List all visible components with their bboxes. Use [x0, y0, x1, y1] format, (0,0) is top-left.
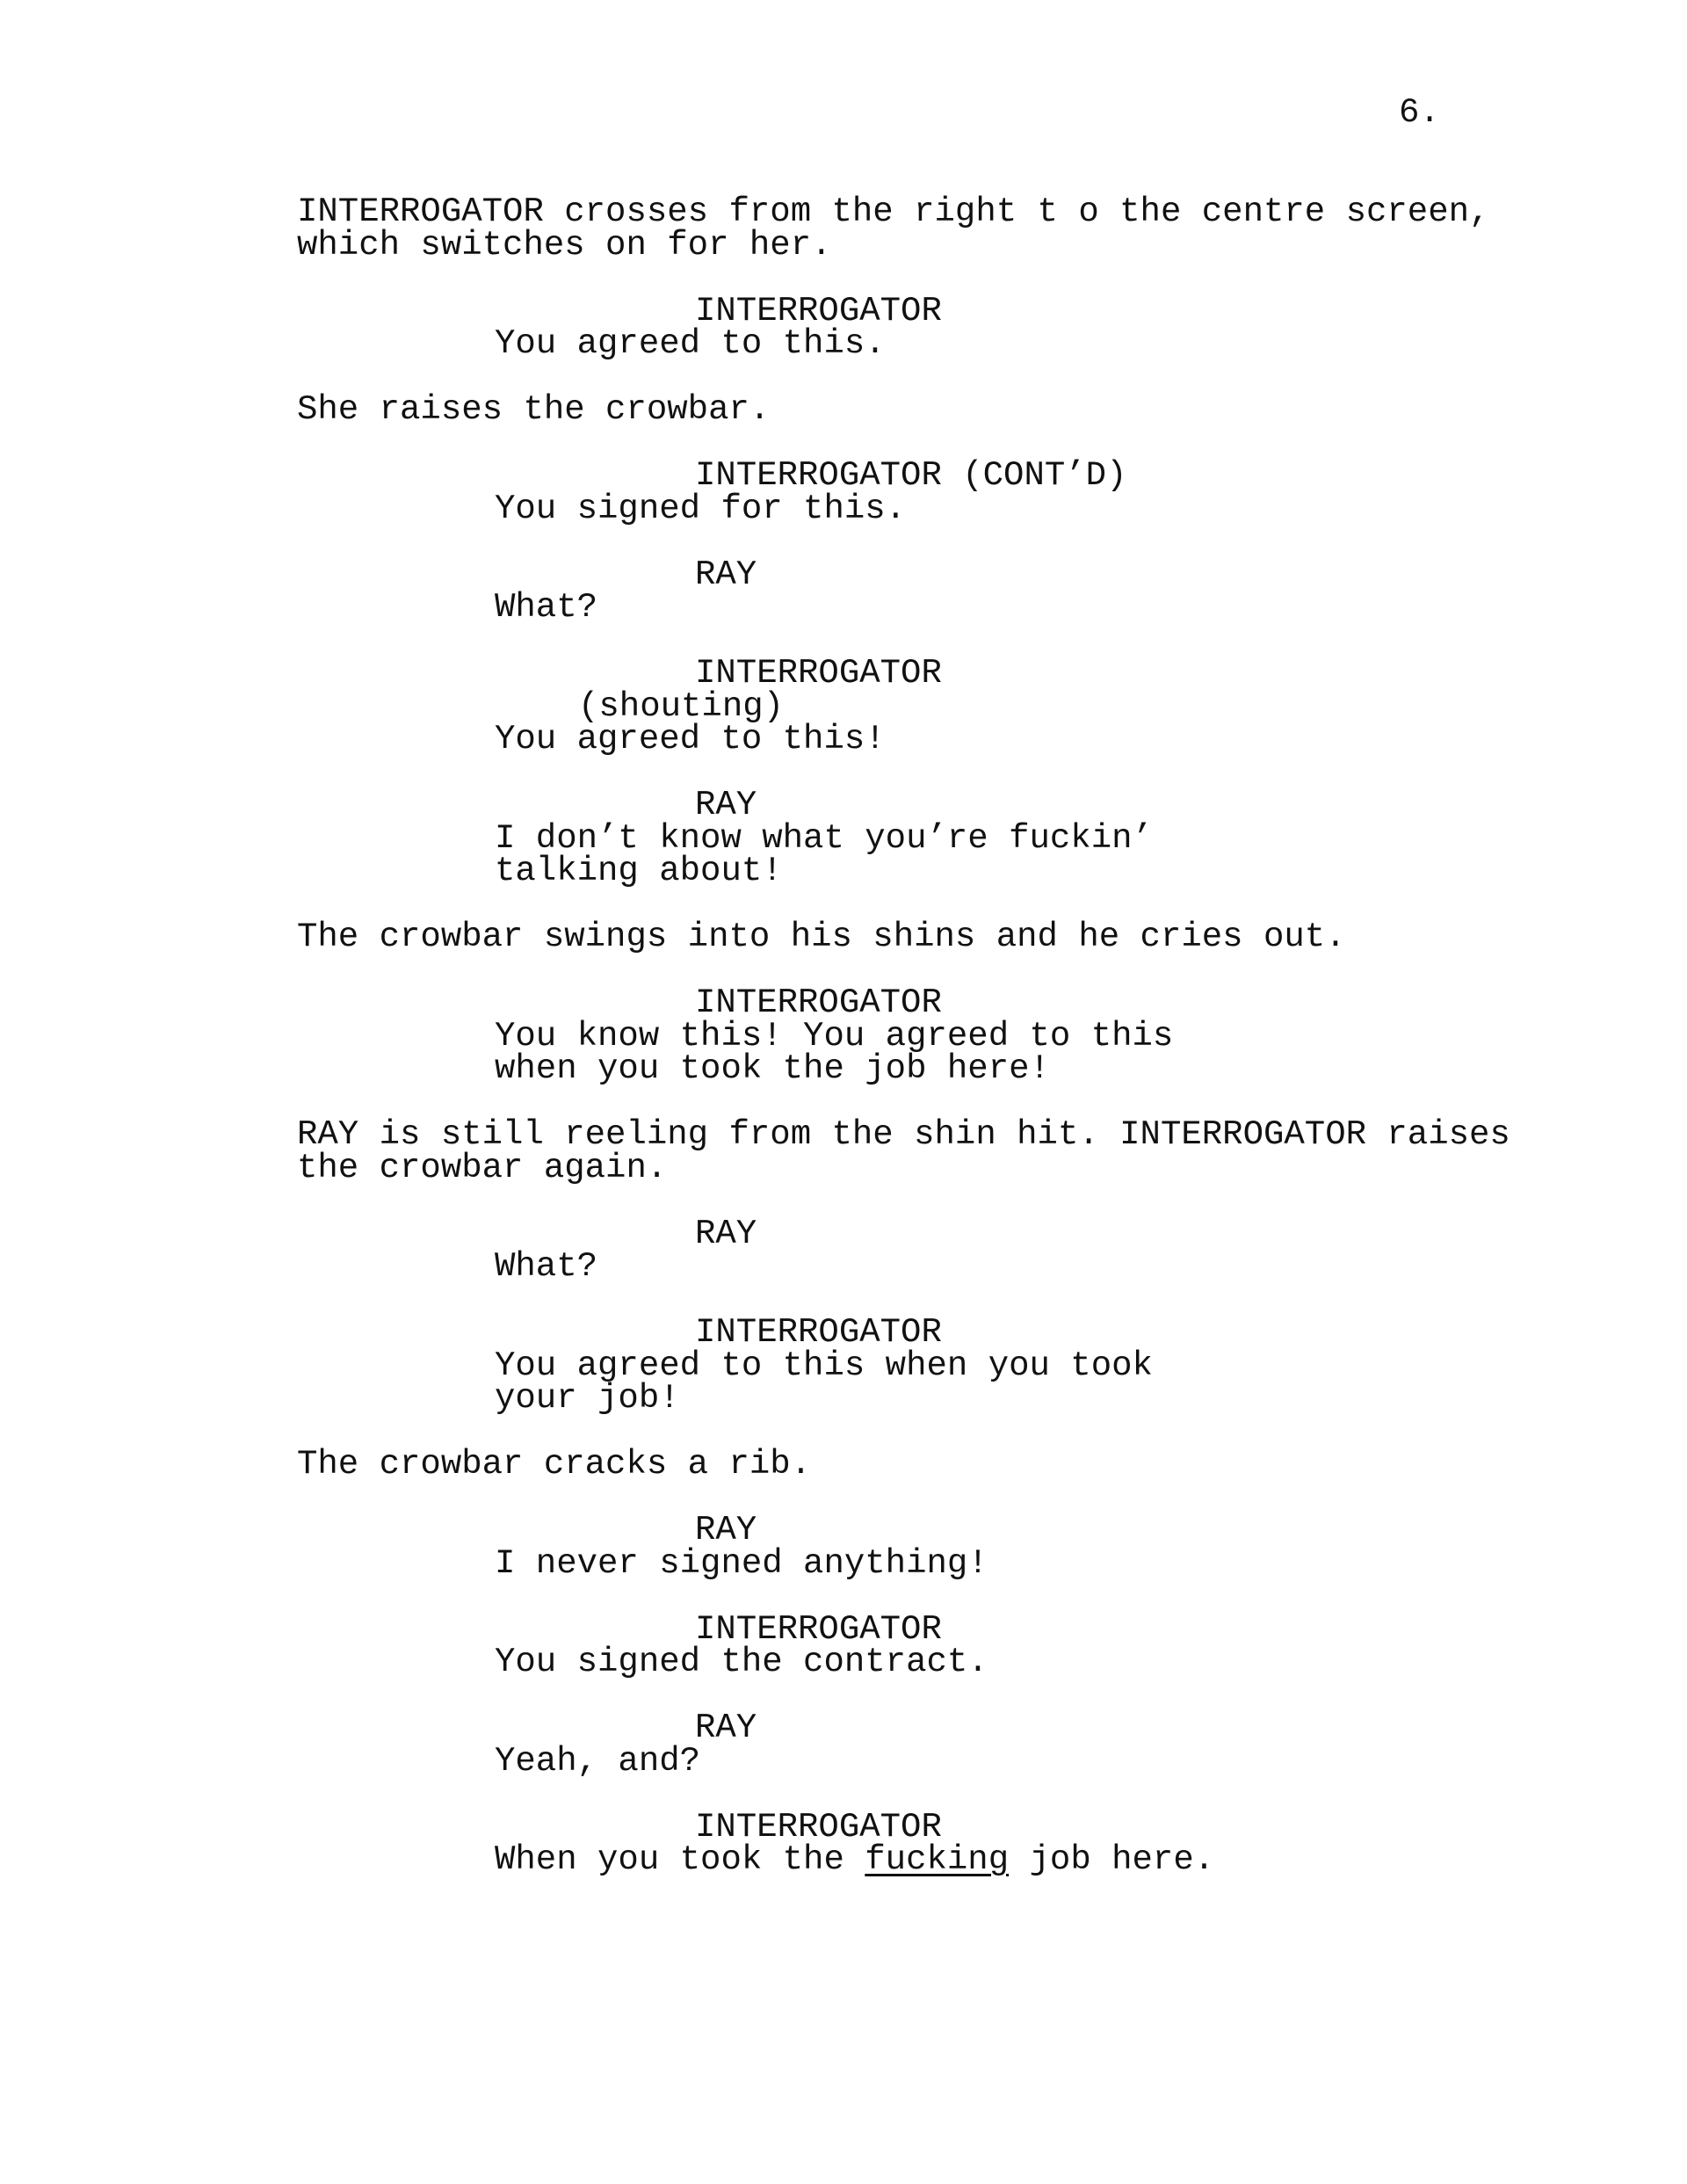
dialogue-line: What?	[495, 588, 598, 627]
dialogue-line: You signed for this.	[495, 489, 907, 528]
character-cue: INTERROGATOR	[695, 983, 942, 1022]
action-line: The crowbar cracks a rib.	[297, 1445, 812, 1484]
character-cue: INTERROGATOR	[695, 291, 942, 330]
action-line: which switches on for her.	[297, 225, 832, 265]
dialogue-line: You signed the contract.	[495, 1643, 988, 1681]
character-cue: INTERROGATOR (CONT’D)	[695, 456, 1127, 495]
action-line: the crowbar again.	[297, 1148, 668, 1187]
action-line: INTERROGATOR crosses from the right t o the centre screen,	[297, 192, 1490, 231]
character-cue: RAY	[695, 1214, 757, 1253]
character-cue: INTERROGATOR	[695, 1807, 942, 1847]
character-cue: RAY	[695, 786, 757, 824]
character-cue: RAY	[695, 1511, 757, 1549]
dialogue-segment: When you took the	[495, 1840, 865, 1879]
dialogue-line: when you took the job here!	[495, 1049, 1050, 1088]
action-line: The crowbar swings into his shins and he cries out.	[297, 918, 1346, 956]
character-cue: RAY	[695, 555, 757, 594]
parenthetical: (shouting)	[578, 686, 785, 726]
page-number: 6.	[1399, 93, 1440, 132]
dialogue-line: your job!	[495, 1379, 680, 1418]
dialogue-segment: job here.	[1009, 1840, 1215, 1879]
dialogue-line: I don’t know what you’re fuckin’	[495, 818, 1153, 858]
dialogue-line: You know this! You agreed to this	[495, 1016, 1174, 1056]
underlined-word: fucking	[865, 1840, 1010, 1879]
character-cue: INTERROGATOR	[695, 1313, 942, 1352]
dialogue-line: You agreed to this!	[495, 720, 886, 758]
dialogue-line: I never signed anything!	[495, 1543, 988, 1583]
dialogue-line: talking about!	[495, 852, 783, 890]
dialogue-line	[495, 1840, 1215, 1879]
character-cue: INTERROGATOR	[695, 1609, 942, 1649]
character-cue: RAY	[695, 1709, 757, 1747]
dialogue-line: What?	[495, 1247, 598, 1286]
action-line: She raises the crowbar.	[297, 390, 771, 429]
action-line: RAY is still reeling from the shin hit. INTERROGATOR raises	[297, 1115, 1510, 1154]
character-cue: INTERROGATOR	[695, 654, 942, 693]
dialogue-line: You agreed to this.	[495, 324, 886, 363]
dialogue-line: You agreed to this when you took	[495, 1346, 1153, 1385]
dialogue-line: Yeah, and?	[495, 1741, 701, 1781]
